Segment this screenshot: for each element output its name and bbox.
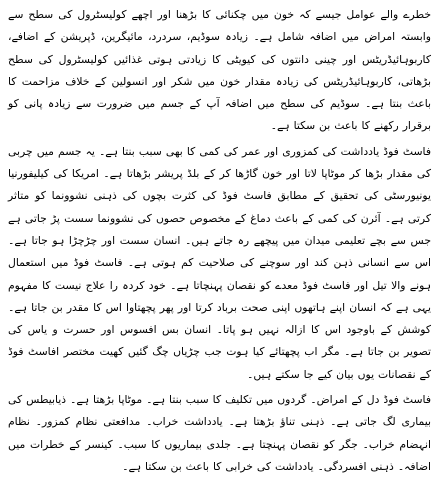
paragraph-fast-food-diseases: فاسٹ فوڈ دل کے امراض۔ گردوں میں تکلیف کا سبب بنتا ہے۔ موٹاپا بڑھتا ہے۔ ذیابیطس کی بیماری لگ جاتی ہے۔ ذہنی تناؤ بڑھتا ہے۔ یادداشت خراب۔ مدافعتی نظام کمزور۔ نظام انہضام خراب۔ جگر کو نقصان پہنچتا ہے۔ جلدی بیماریوں کا سبب۔ کینسر کے خطرات میں اضافہ۔ ذہنی افسردگی۔ یادداشت کی خرابی کا باعث بن سکتا ہے۔ [8, 393, 431, 473]
urdu-article-body [8, 4, 431, 478]
paragraph-risk-factors: خطرے والے عوامل جیسے کہ خون میں چکنائی کا بڑھنا اور اچھے کولیسٹرول کی سطح سے وابستہ امراض میں اضافہ شامل ہے۔ زیادہ سوڈیم، سردرد، مائیگرین، ڈپریشن کے اضافے، کاربوہائیڈریٹس اور چینی دانتوں کی کیویٹی کا زیادتی ہوتی غذائیں کولیسٹرول کی سطح بڑھاتی، کاربوہائیڈریٹس کی زیادہ مقدار خون میں شکر اور انسولین کے خلاف مزاحمت کا باعث بنتا ہے۔ سوڈیم کی سطح میں اضافہ آپ کے جسم میں ضرورت سے زیادہ پانی کو برقرار رکھنے کا باعث بن سکتا ہے۔ [8, 8, 431, 133]
paragraph-fast-food-effects: فاسٹ فوڈ یادداشت کی کمزوری اور عمر کی کمی کا بھی سبب بنتا ہے۔ یہ جسم میں چربی کی مقدار بڑھا کر موٹاپا لاتا اور خون گاڑھا کر کے بلڈ پریشر بڑھاتا ہے۔ امریکا کی کیلیفورنیا یونیورسٹی کی تحقیق کے مطابق فاسٹ فوڈ کی کثرت بچوں کی ذہنی نشوونما کو متاثر کرتی ہے۔ آئرن کی کمی کے باعث دماغ کے مخصوص حصوں کی نشوونما سست پڑ جاتی ہے جس سے بچے تعلیمی میدان میں پیچھے رہ جاتے ہیں۔ انسان سست اور چڑچڑا ہو جاتا ہے۔ اس سے انسانی ذہن کند اور سوچنے کی صلاحیت کم ہوتی ہے۔ فاسٹ فوڈ میں استعمال ہونے والا تیل اور فاسٹ فوڈ معدے کو نقصان پہنچاتا ہے۔ خود کردہ را علاج نیست کا مفہوم یہی ہے کہ انسان اپنے ہاتھوں اپنی صحت برباد کرتا اور پھر پچھتاوا اس کا مقدر بن جاتا ہے۔ کوشش کے باوجود اس کا ازالہ نہیں ہو پاتا۔ انسان بس افسوس اور حسرت و یاس کی تصویر بن جاتا ہے۔ مگر اب پچھتائے کیا ہوت جب چڑیاں چگ گئیں کھیت مختصر افاسٹ فوڈ کے نقصانات یوں بیان کیے جا سکتے ہیں۔ [8, 144, 431, 381]
